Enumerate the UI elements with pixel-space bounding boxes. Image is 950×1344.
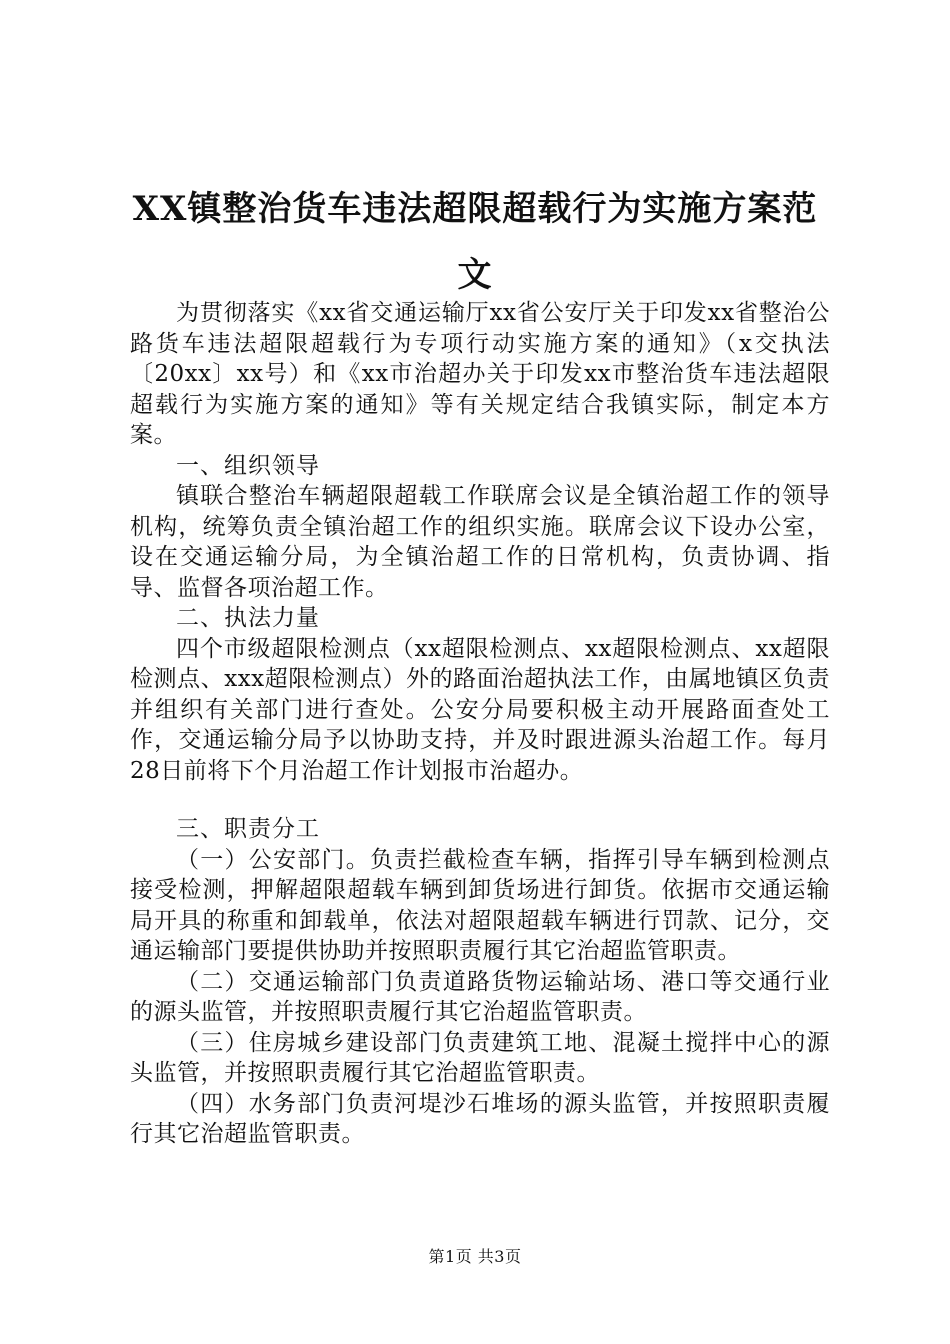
enforcement-paragraph: 四个市级超限检测点（xx超限检测点、xx超限检测点、xx超限检测点、xxx超限检测点）外的路面治超执法工作，由属地镇区负责并组织有关部门进行查处。公安分局要积极主动开展路面查处工作，交通运输分局予以协助支持，并及时跟进源头治超工作。每月28日前将下个月治超工作计划报市治超办。 (130, 635, 830, 784)
document-title-line-1: XX镇整治货车违法超限超载行为实施方案范 (132, 189, 818, 229)
responsibility-housing-paragraph: （三）住房城乡建设部门负责建筑工地、混凝土搅拌中心的源头监管，并按照职责履行其它治超监管职责。 (130, 1029, 830, 1086)
document-title-line-2: 文 (457, 255, 493, 295)
intro-paragraph: 为贯彻落实《xx省交通运输厅xx省公安厅关于印发xx省整治公路货车违法超限超载行为专项行动实施方案的通知》（x交执法〔20xx〕xx号）和《xx市治超办关于印发xx市整治货车违法超限超载行为实施方案的通知》等有关规定结合我镇实际，制定本方案。 (130, 300, 830, 448)
organization-paragraph: 镇联合整治车辆超限超载工作联席会议是全镇治超工作的领导机构，统筹负责全镇治超工作的组织实施。联席会议下设办公室，设在交通运输分局，为全镇治超工作的日常机构，负责协调、指导、监督各项治超工作。 (130, 483, 830, 601)
responsibility-transport-paragraph: （二）交通运输部门负责道路货物运输站场、港口等交通行业的源头监管，并按照职责履行其它治超监管职责。 (130, 968, 830, 1025)
section-heading-organization: 一、组织领导 (176, 452, 320, 479)
section-heading-responsibilities: 三、职责分工 (176, 816, 320, 842)
document-body (130, 298, 830, 1150)
page-footer: 第1页 共3页 (428, 1247, 522, 1266)
responsibility-water-paragraph: （四）水务部门负责河堤沙石堆场的源头监管，并按照职责履行其它治超监管职责。 (130, 1090, 830, 1147)
responsibility-police-paragraph: （一）公安部门。负责拦截检查车辆，指挥引导车辆到检测点接受检测，押解超限超载车辆到卸货场进行卸货。依据市交通运输局开具的称重和卸载单，依法对超限超载车辆进行罚款、记分，交通运输部门要提供协助并按照职责履行其它治超监管职责。 (130, 846, 830, 964)
section-heading-enforcement: 二、执法力量 (176, 605, 320, 631)
document-title (130, 176, 820, 308)
